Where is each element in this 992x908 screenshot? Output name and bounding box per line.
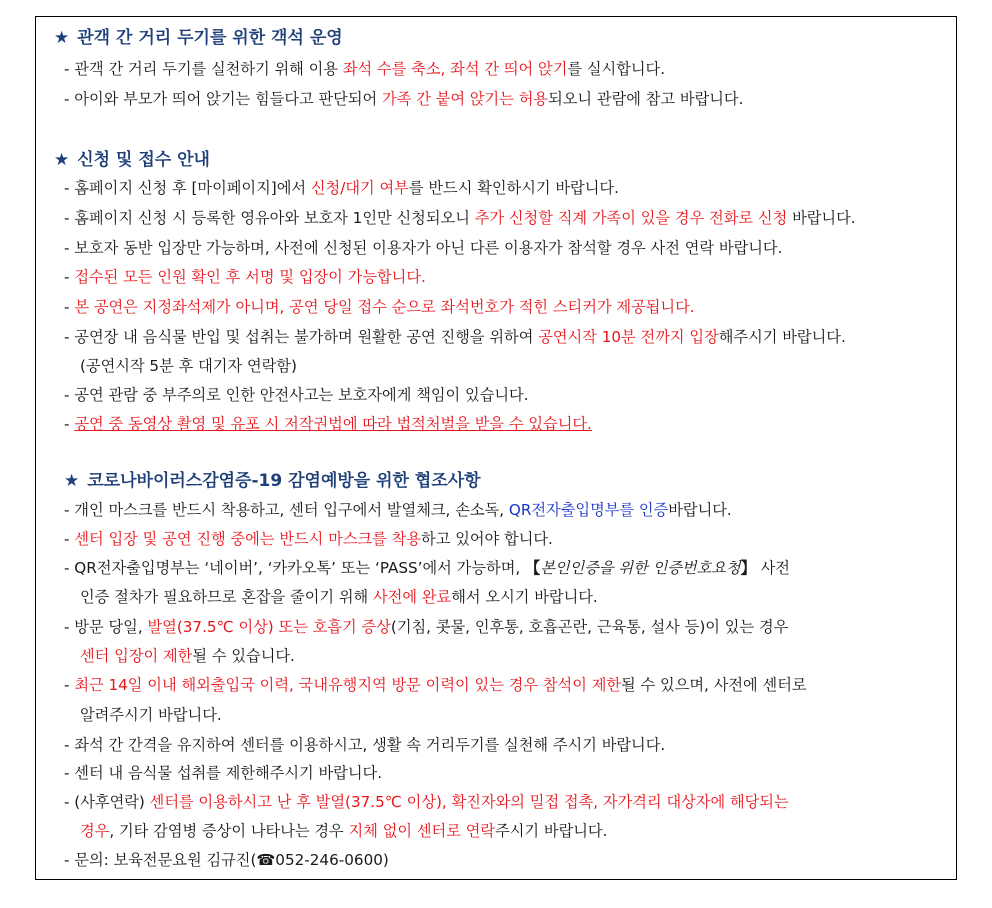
- section-title-1: [54, 23, 343, 48]
- line-segment: - 문의: 보육전문요원 김규진(☎052-246-0600): [64, 851, 389, 869]
- line-segment: - 좌석 간 간격을 유지하여 센터를 이용하시고, 생활 속 거리두기를 실천해 주시기 바랍니다.: [64, 736, 666, 754]
- line-segment: - 관객 간 거리 두기를 실천하기 위해 이용: [64, 60, 343, 78]
- notice-line: [64, 178, 619, 198]
- line-segment: -: [64, 415, 75, 433]
- line-segment: - 센터 내 음식물 섭취를 제한해주시기 바랍니다.: [64, 764, 383, 782]
- line-segment: (기침, 콧물, 인후통, 호흡곤란, 근육통, 설사 등)이 있는 경우: [390, 618, 789, 636]
- line-segment: 가족 간 붙여 앉기는 허용: [382, 90, 549, 108]
- notice-line: [64, 59, 665, 79]
- line-segment: 사전에 완료: [373, 588, 452, 606]
- notice-line: [64, 850, 389, 870]
- notice-line: [80, 646, 295, 666]
- notice-line: [64, 297, 695, 317]
- line-segment: -: [64, 298, 75, 316]
- line-segment: 를 실시합니다.: [567, 60, 666, 78]
- line-segment: - (사후연락): [64, 793, 150, 811]
- line-segment: -: [64, 676, 75, 694]
- notice-line: [64, 414, 592, 434]
- line-segment: - 개인 마스크를 반드시 착용하고, 센터 입구에서 발열체크, 손소독,: [64, 501, 509, 519]
- line-segment: 해주시기 바랍니다.: [718, 328, 846, 346]
- line-segment: 공연 중 동영상 촬영 및 유포 시 저작권법에 따라 법적처벌을 받을 수 있습니다.: [74, 415, 592, 433]
- line-segment: , 기타 감염병 증상이 나타나는 경우: [109, 822, 349, 840]
- notice-line: [64, 763, 382, 783]
- notice-line: [64, 735, 665, 755]
- line-segment: 센터를 이용하시고 난 후 발열(37.5℃ 이상), 확진자와의 밀접 접촉, 자가격리 대상자에 해당되는: [149, 793, 789, 811]
- line-segment: 최근 14일 이내 해외출입국 이력, 국내유행지역 방문 이력이 있는 경우 참석이 제한: [74, 676, 622, 694]
- line-segment: 공연시작 10분 전까지 입장: [538, 328, 719, 346]
- notice-line: [80, 587, 598, 607]
- line-segment: 알려주시기 바랍니다.: [80, 706, 222, 724]
- star-icon: ★: [54, 150, 70, 170]
- line-segment: 하고 있어야 합니다.: [421, 530, 553, 548]
- notice-line: [64, 500, 732, 520]
- section-title-text: 코로나바이러스감염증-19 감염예방을 위한 협조사항: [87, 471, 481, 491]
- line-segment: 해서 오시기 바랍니다.: [451, 588, 598, 606]
- notice-line: [64, 89, 743, 109]
- line-segment: (공연시작 5분 후 대기자 연락함): [80, 357, 297, 375]
- line-segment: - 공연 관람 중 부주의로 인한 안전사고는 보호자에게 책임이 있습니다.: [64, 386, 529, 404]
- line-segment: 주시기 바랍니다.: [495, 822, 608, 840]
- line-segment: 좌석 수를 축소, 좌석 간 띄어 앉기: [342, 60, 568, 78]
- line-segment: QR전자출입명부를 인증: [508, 501, 669, 519]
- line-segment: 접수된 모든 인원 확인 후 서명 및 입장이 가능합니다.: [74, 268, 426, 286]
- section-title-3: [64, 466, 481, 491]
- line-segment: 되오니 관람에 참고 바랍니다.: [548, 90, 744, 108]
- notice-line: [64, 558, 790, 578]
- notice-line: [64, 238, 782, 258]
- line-segment: 【: [525, 559, 541, 577]
- line-segment: 바랍니다.: [787, 209, 856, 227]
- line-segment: - 방문 당일,: [64, 618, 148, 636]
- line-segment: 센터 입장 및 공연 진행 중에는 반드시 마스크를 착용: [74, 530, 422, 548]
- line-segment: -: [64, 530, 75, 548]
- line-segment: 신청/대기 여부: [310, 179, 409, 197]
- section-title-text: 신청 및 접수 안내: [77, 150, 210, 170]
- notice-line: [80, 821, 607, 841]
- star-icon: ★: [54, 28, 70, 48]
- line-segment: 추가 신청할 직계 가족이 있을 경우 전화로 신청: [474, 209, 788, 227]
- notice-line: [64, 675, 807, 695]
- line-segment: 센터 입장이 제한: [80, 647, 193, 665]
- notice-line: [64, 792, 789, 812]
- line-segment: 인증 절차가 필요하므로 혼잡을 줄이기 위해: [80, 588, 374, 606]
- notice-line: [64, 267, 426, 287]
- line-segment: - 공연장 내 음식물 반입 및 섭취는 불가하며 원활한 공연 진행을 위하여: [64, 328, 539, 346]
- line-segment: 발열(37.5℃ 이상) 또는 호흡기 증상: [147, 618, 391, 636]
- section-title-text: 관객 간 거리 두기를 위한 객석 운영: [77, 28, 343, 48]
- line-segment: 본 공연은 지정좌석제가 아니며, 공연 당일 접수 순으로 좌석번호가 적힌 스티커가 제공됩니다.: [74, 298, 695, 316]
- notice-line: [80, 705, 222, 725]
- line-segment: - QR전자출입명부는 ‘네이버’, ‘카카오톡’ 또는 ‘PASS’에서 가능하며,: [64, 559, 526, 577]
- line-segment: 경우: [80, 822, 110, 840]
- line-segment: 될 수 있으며, 사전에 센터로: [621, 676, 807, 694]
- section-title-2: [54, 145, 210, 170]
- line-segment: 본인인증을 위한 인증번호요청: [540, 559, 741, 577]
- notice-line: [64, 327, 846, 347]
- line-segment: 사전: [755, 559, 790, 577]
- notice-line: [64, 529, 553, 549]
- notice-line: [64, 385, 529, 405]
- star-icon: ★: [64, 471, 80, 491]
- line-segment: 】: [740, 559, 756, 577]
- line-segment: 바랍니다.: [668, 501, 732, 519]
- line-segment: 지체 없이 센터로 연락: [348, 822, 496, 840]
- notice-line: [80, 356, 297, 376]
- notice-box: [35, 16, 957, 880]
- line-segment: 될 수 있습니다.: [192, 647, 295, 665]
- line-segment: - 홈페이지 신청 후 [마이페이지]에서: [64, 179, 311, 197]
- notice-line: [64, 208, 856, 228]
- line-segment: - 보호자 동반 입장만 가능하며, 사전에 신청된 이용자가 아닌 다른 이용자가 참석할 경우 사전 연락 바랍니다.: [64, 239, 783, 257]
- line-segment: - 홈페이지 신청 시 등록한 영유아와 보호자 1인만 신청되오니: [64, 209, 475, 227]
- line-segment: -: [64, 268, 75, 286]
- notice-line: [64, 617, 788, 637]
- line-segment: 를 반드시 확인하시기 바랍니다.: [408, 179, 619, 197]
- line-segment: - 아이와 부모가 띄어 앉기는 힘들다고 판단되어: [64, 90, 383, 108]
